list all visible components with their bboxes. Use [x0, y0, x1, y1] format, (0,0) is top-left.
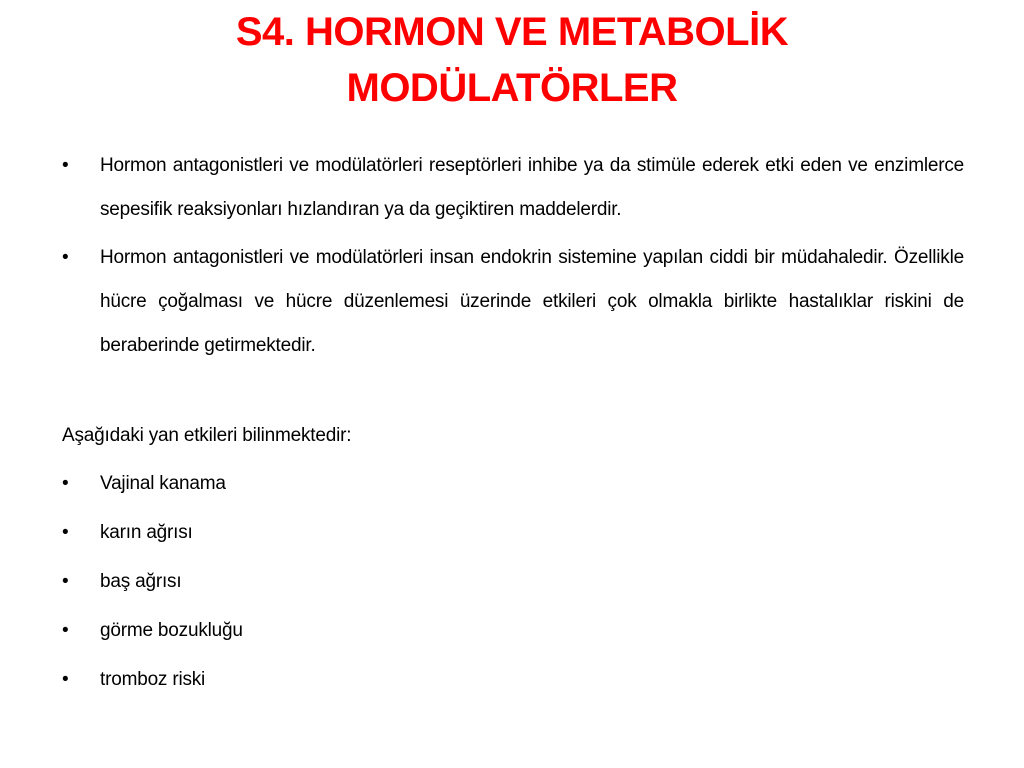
side-effect-item	[62, 462, 964, 506]
paragraph-bullet	[62, 236, 964, 368]
side-effects-intro: Aşağıdaki yan etkileri bilinmektedir:	[62, 425, 352, 446]
slide-title	[60, 4, 964, 116]
side-effect-text: karın ağrısı	[100, 522, 193, 543]
slide-title-line-2: MODÜLATÖRLER	[346, 66, 678, 110]
slide-body	[62, 144, 964, 707]
bullet-icon: •	[62, 522, 69, 543]
side-effect-text: tromboz riski	[100, 669, 206, 690]
side-effect-item	[62, 658, 964, 702]
bullet-icon: •	[62, 155, 69, 176]
bullet-icon: •	[62, 620, 69, 641]
bullet-icon: •	[62, 473, 69, 494]
bullet-icon: •	[62, 669, 69, 690]
paragraph-text: Hormon antagonistleri ve modülatörleri reseptörleri inhibe ya da stimüle ederek etki eden ve enzimlerce sepesifik reaksiyonları hızlandıran ya da geçiktiren maddelerdir.	[100, 155, 964, 220]
side-effect-item	[62, 511, 964, 555]
side-effect-item	[62, 609, 964, 653]
slide-title-line-1: S4. HORMON VE METABOLİK	[235, 10, 789, 54]
bullet-icon: •	[62, 571, 69, 592]
side-effect-item	[62, 560, 964, 604]
side-effect-text: görme bozukluğu	[100, 620, 243, 641]
side-effect-text: baş ağrısı	[100, 571, 182, 592]
side-effect-text: Vajinal kanama	[100, 473, 226, 494]
paragraph-text: Hormon antagonistleri ve modülatörleri insan endokrin sistemine yapılan ciddi bir müdahaledir. Özellikle hücre çoğalması ve hücre düzenlemesi üzerinde etkileri çok olmakla birlikte hastalıklar riskini de beraberinde getirmektedir.	[100, 247, 964, 356]
spacer	[62, 372, 964, 414]
bullet-icon: •	[62, 247, 69, 268]
paragraph-bullet	[62, 144, 964, 232]
